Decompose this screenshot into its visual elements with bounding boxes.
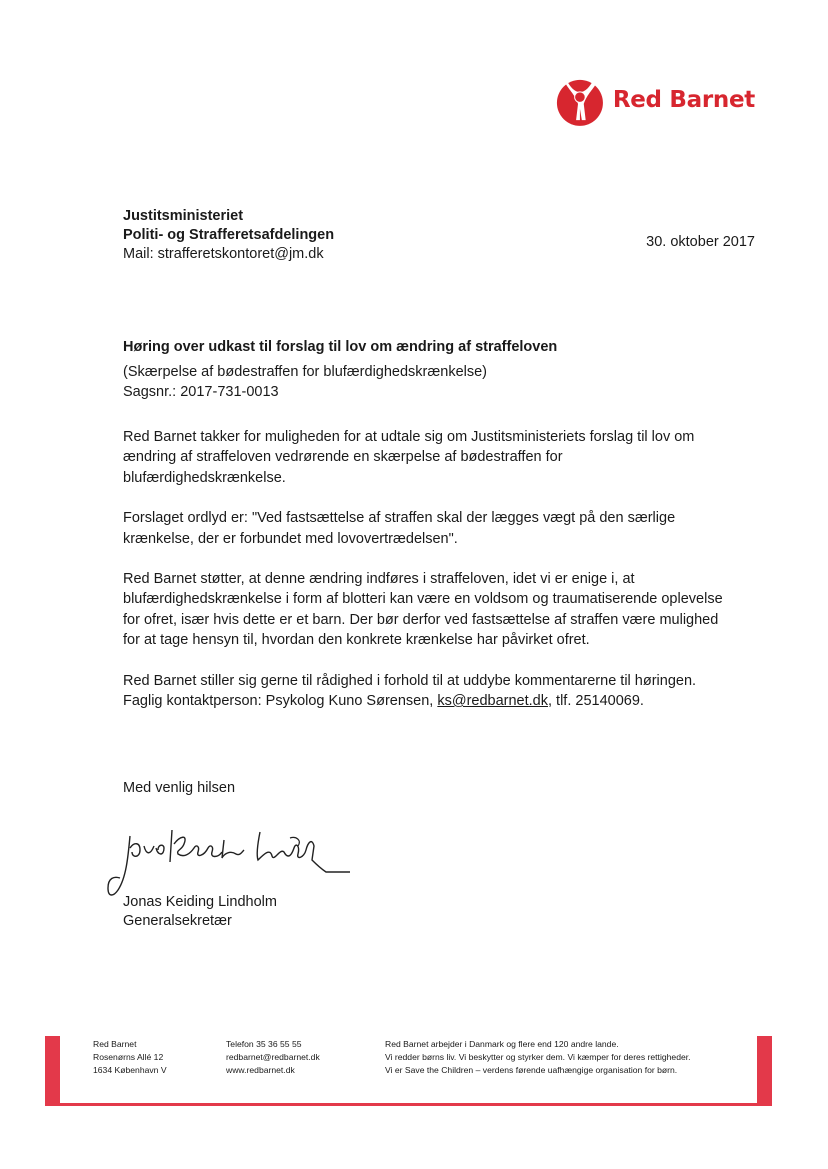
footer-accent-bottom [45, 1103, 772, 1106]
contact-prefix: Faglig kontaktperson: Psykolog Kuno Sørensen, [123, 693, 438, 710]
closing-greeting: Med venlig hilsen [123, 780, 236, 796]
availability-text: Red Barnet stiller sig gerne til rådighed i forhold til at uddybe kommentarerne til høringen. [123, 672, 697, 689]
footer-about-line: Vi er Save the Children – verdens førende uafhængige organisation for børn. [385, 1065, 678, 1075]
paragraph-contact [123, 671, 723, 712]
footer-email-link[interactable]: redbarnet@redbarnet.dk [226, 1052, 320, 1062]
signer-block [123, 893, 277, 931]
footer-address-line: 1634 København V [93, 1065, 167, 1075]
recipient-block [123, 207, 334, 264]
footer-phone: Telefon 35 36 55 55 [226, 1039, 302, 1049]
subject-block [123, 337, 723, 402]
letter-body [123, 427, 723, 731]
footer-address-line: Red Barnet [93, 1039, 137, 1049]
footer-accent-left [45, 1036, 60, 1106]
paragraph-support: Red Barnet støtter, at denne ændring indføres i straffeloven, idet vi er enige i, at blufærdighedskrænkelse i form af blotteri kan være en voldsom og traumatiserende oplevelse for ofret, især hvis dette er et barn. Der bør derfor ved fastsættelse af straffen være mulighed for at tage hensyn til, hvordan den konkrete krænkelse har påvirket ofret. [123, 571, 723, 649]
subject-title: Høring over udkast til forslag til lov om ændring af straffeloven [123, 339, 558, 355]
contact-suffix: , tlf. 25140069. [547, 693, 644, 710]
recipient-dept: Politi- og Strafferetsafdelingen [123, 227, 335, 243]
subject-subtitle: (Skærpelse af bødestraffen for blufærdighedskrænkelse) [123, 364, 488, 380]
footer-about-line: Red Barnet arbejder i Danmark og flere end 120 andre lande. [385, 1039, 619, 1049]
red-barnet-child-icon [555, 71, 605, 129]
footer-about [385, 1038, 691, 1077]
footer-website-link[interactable]: www.redbarnet.dk [226, 1065, 295, 1075]
recipient-mail: Mail: strafferetskontoret@jm.dk [123, 246, 324, 262]
logo-text: Red Barnet [612, 87, 755, 113]
footer-address-line: Rosenørns Allé 12 [93, 1052, 164, 1062]
recipient-org: Justitsministeriet [123, 208, 244, 224]
footer-address [93, 1038, 167, 1077]
footer-about-line: Vi redder børns liv. Vi beskytter og styrker dem. Vi kæmper for deres rettigheder. [385, 1052, 691, 1062]
signer-name: Jonas Keiding Lindholm [123, 894, 277, 910]
footer-contact [226, 1038, 320, 1077]
footer-accent-right [757, 1036, 772, 1106]
signer-title: Generalsekretær [123, 913, 232, 929]
paragraph-intro: Red Barnet takker for muligheden for at udtale sig om Justitsministeriets forslag til lov om ændring af straffeloven vedrørende en skærpelse af bødestraffen for blufærdighedskrænkelse. [123, 429, 695, 486]
letter-date: 30. oktober 2017 [646, 234, 755, 250]
paragraph-wording: Forslaget ordlyd er: "Ved fastsættelse af straffen skal der lægges vægt på den særlige krænkelse, der er forbundet med lovovertrædelsen". [123, 510, 676, 547]
red-barnet-logo [555, 70, 755, 130]
letter-footer [45, 1036, 772, 1106]
contact-email-link[interactable]: ks@redbarnet.dk [437, 693, 548, 710]
case-number: Sagsnr.: 2017-731-0013 [123, 384, 279, 400]
